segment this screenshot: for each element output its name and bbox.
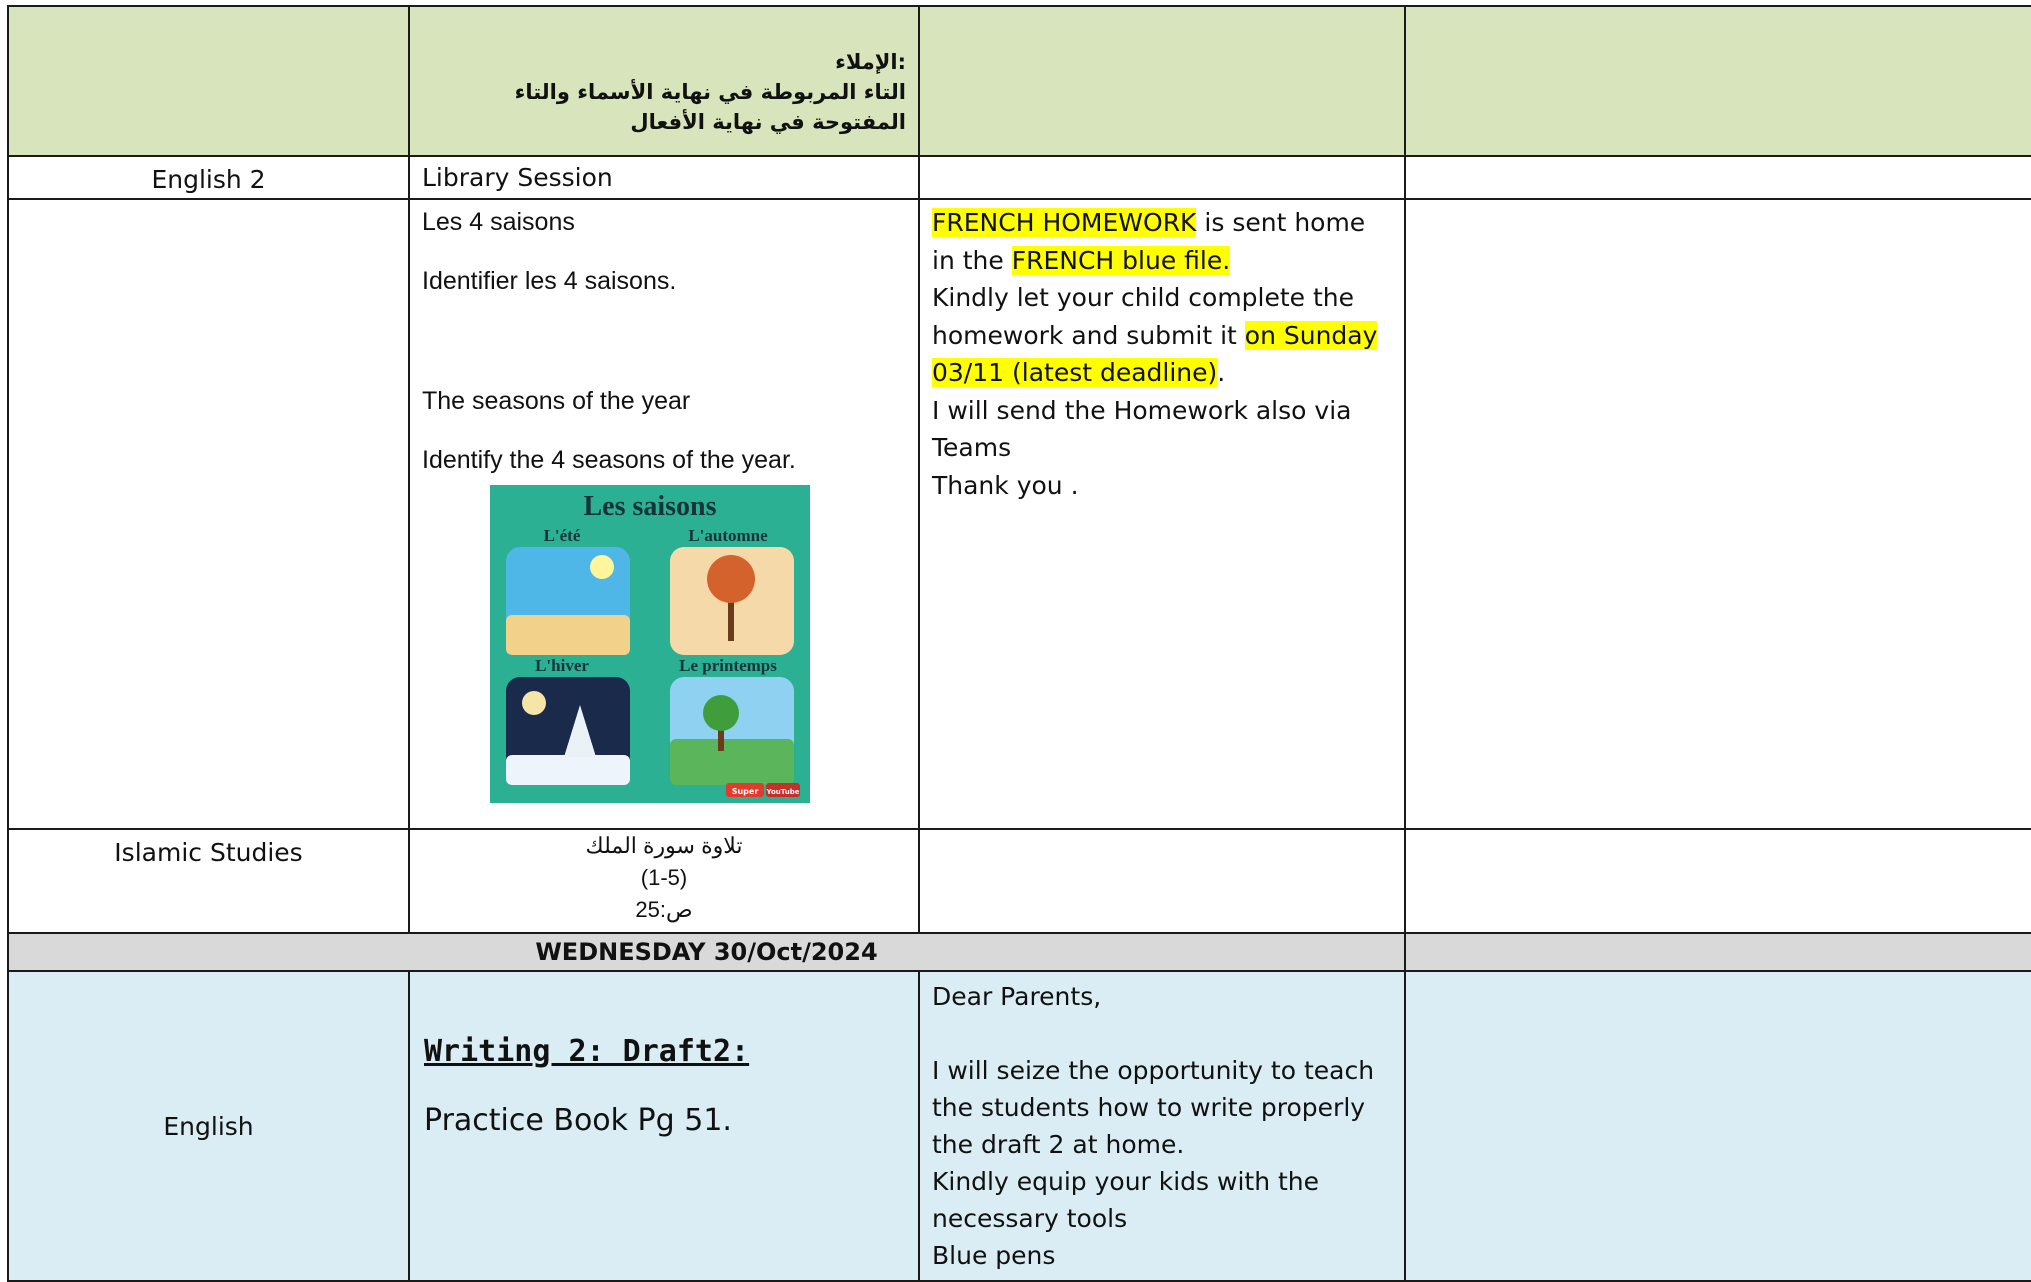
islamic-homework-cell (919, 829, 1405, 933)
islamic-notes-cell (1405, 829, 2031, 933)
french-homework-note (920, 200, 1404, 508)
homework-highlight-2: FRENCH blue file. (1011, 245, 1231, 275)
french-notes-cell (1405, 199, 2031, 829)
header-homework-cell (919, 6, 1405, 156)
seasons-illustration (490, 485, 810, 803)
french-line-3: The seasons of the year (422, 387, 691, 415)
french-homework-cell (919, 199, 1405, 829)
poster-spring-label: Le printemps (679, 656, 777, 675)
letter-line-2 (932, 1015, 1392, 1052)
french-lesson-cell (409, 199, 919, 829)
seasons-poster-image (490, 485, 810, 803)
day-title: WEDNESDAY 30/Oct/2024 (535, 938, 878, 966)
islamic-lesson-cell (409, 829, 919, 933)
parents-letter (920, 972, 1404, 1280)
french-row (8, 199, 2031, 829)
weekly-planner-table (7, 5, 2031, 1282)
header-row (8, 6, 2031, 156)
header-subject-cell (8, 6, 409, 156)
poster-winter-label: L'hiver (535, 656, 589, 675)
library-subject: English 2 (151, 165, 266, 194)
homework-highlight-1: FRENCH HOMEWORK (932, 208, 1197, 237)
writing-title: Writing 2: Draft2: (424, 1034, 750, 1069)
islamic-subject: Islamic Studies (114, 838, 303, 867)
poster-title: Les saisons (583, 491, 717, 522)
homework-text-4: I will send the Homework also via Teams (932, 395, 1352, 462)
french-subject-cell (8, 199, 409, 829)
english-subject-cell (8, 971, 409, 1281)
islamic-line-1: تلاوة سورة الملك (585, 833, 743, 858)
islamic-row (8, 829, 2031, 933)
poster-autumn-label: L'automne (688, 526, 768, 545)
islamic-line-2: (1-5) (640, 865, 688, 890)
library-homework-cell (919, 156, 1405, 199)
poster-badge-left: Super (731, 787, 759, 796)
poster-summer-label: L'été (543, 526, 581, 545)
french-line-1: Les 4 saisons (422, 208, 575, 236)
homework-highlight-3: on Sunday 03/11 (latest deadline) (932, 320, 1378, 387)
homework-text-5: Thank you . (932, 470, 1079, 500)
header-dictation-cell (409, 6, 919, 156)
library-notes-cell (1405, 156, 2031, 199)
english-subject: English (163, 1111, 254, 1141)
letter-line-4: Kindly equip your kids with the necessary tools (932, 1167, 1320, 1233)
library-subject-cell (8, 156, 409, 199)
english-row (8, 971, 2031, 1281)
writing-page: Practice Book Pg 51. (424, 1103, 732, 1138)
day-title-cell (8, 933, 1405, 971)
homework-text-1: is sent home in the (932, 208, 1366, 275)
dictation-label: :الإملاء (835, 50, 906, 74)
english-homework-cell (919, 971, 1405, 1281)
letter-line-1: Dear Parents, (932, 982, 1102, 1011)
day-header-row (8, 933, 2031, 971)
french-line-2: Identifier les 4 saisons. (422, 267, 677, 295)
header-notes-cell (1405, 6, 2031, 156)
homework-text-2: Kindly let your child complete the homework and submit it (932, 283, 1355, 350)
english-lesson-cell (409, 971, 919, 1281)
dictation-topic: التاء المربوطة في نهاية الأسماء والتاء المفتوحة في نهاية الأفعال (514, 80, 906, 134)
day-notes-cell (1405, 933, 2031, 971)
islamic-subject-cell (8, 829, 409, 933)
homework-text-3: . (1217, 358, 1226, 387)
english-notes-cell (1405, 971, 2031, 1281)
library-lesson-cell (409, 156, 919, 199)
islamic-line-3: ص:25 (635, 897, 693, 922)
poster-badge-right: YouTube (766, 788, 800, 796)
library-lesson: Library Session (422, 163, 613, 192)
library-row (8, 156, 2031, 199)
letter-line-5: Blue pens (932, 1241, 1056, 1270)
french-line-4: Identify the 4 seasons of the year. (422, 446, 796, 474)
letter-line-3: I will seize the opportunity to teach the students how to write properly the draft 2 at home. (932, 1056, 1375, 1159)
